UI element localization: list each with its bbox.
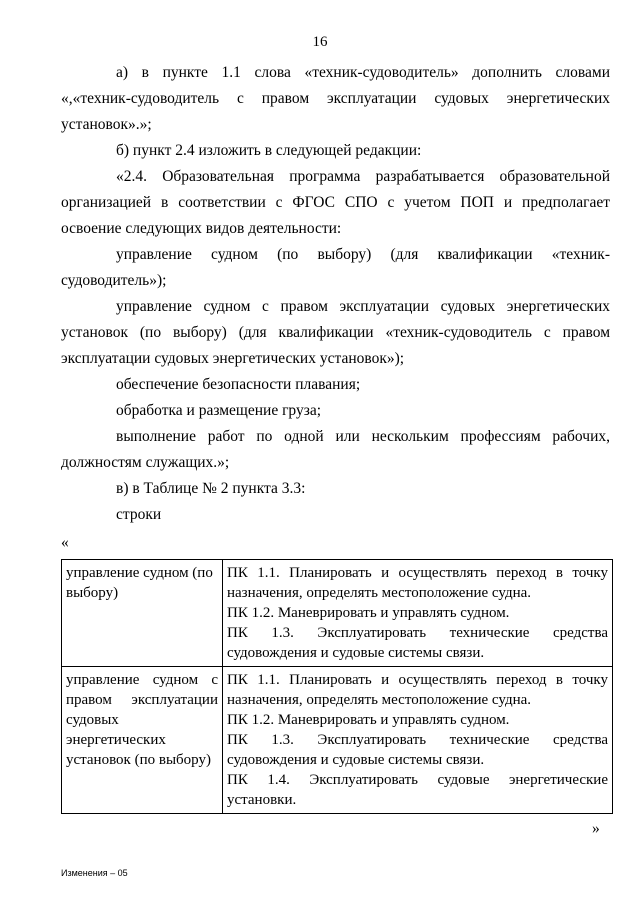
competency-item: ПК 1.2. Маневрировать и управлять судном. (227, 605, 510, 621)
competency-cell (223, 667, 613, 814)
paragraph-b: б) пункт 2.4 изложить в следующей редакции: (116, 142, 422, 159)
competency-table (61, 559, 613, 814)
paragraph-2-4: «2.4. Образовательная программа разрабатывается образовательной организацией в соответствии с ФГОС СПО с учетом ПОП и предполагает освоение следующих видов деятельности: (61, 168, 610, 237)
activity-ship-control-energy: управление судном с правом эксплуатации судовых энергетических установок (по выбору) (для квалификации «техник-судоводитель с правом эксплуатации судовых энергетических установок»); (61, 298, 610, 367)
closing-quote: » (592, 820, 600, 837)
table-row (62, 560, 613, 667)
competency-item: ПК 1.1. Планировать и осуществлять переход в точку назначения, определять местоположение судна. (227, 565, 608, 601)
opening-quote: « (61, 534, 69, 551)
competency-item: ПК 1.4. Эксплуатировать судовые энергетические установки. (227, 772, 608, 808)
activity-cargo: обработка и размещение груза; (116, 402, 322, 419)
competency-item: ПК 1.1. Планировать и осуществлять переход в точку назначения, определять местоположение судна. (227, 672, 608, 708)
page-number: 16 (312, 34, 328, 50)
activity-cell: управление судном с правом эксплуатации судовых энергетических установок (по выбору) (62, 667, 223, 814)
paragraph-a: а) в пункте 1.1 слова «техник-судоводитель» дополнить словами «,«техник-судоводитель с правом эксплуатации судовых энергетических установок».»; (61, 64, 610, 133)
paragraph-c: в) в Таблице № 2 пункта 3.3: (116, 480, 306, 497)
footer-revision: Изменения – 05 (61, 868, 128, 878)
competency-item: ПК 1.2. Маневрировать и управлять судном. (227, 712, 510, 728)
competency-item: ПК 1.3. Эксплуатировать технические средства судовождения и судовые системы связи. (227, 625, 608, 661)
activity-worker-professions: выполнение работ по одной или нескольким профессиям рабочих, должностям служащих.»; (61, 428, 610, 471)
paragraph-rows: строки (116, 506, 162, 523)
activity-cell: управление судном (по выбору) (62, 560, 223, 667)
activity-safety: обеспечение безопасности плавания; (116, 376, 361, 393)
table-row (62, 667, 613, 814)
activity-ship-control: управление судном (по выбору) (для квалификации «техник-судоводитель»); (61, 246, 610, 289)
competency-item: ПК 1.3. Эксплуатировать технические средства судовождения и судовые системы связи. (227, 732, 608, 768)
competency-cell (223, 560, 613, 667)
